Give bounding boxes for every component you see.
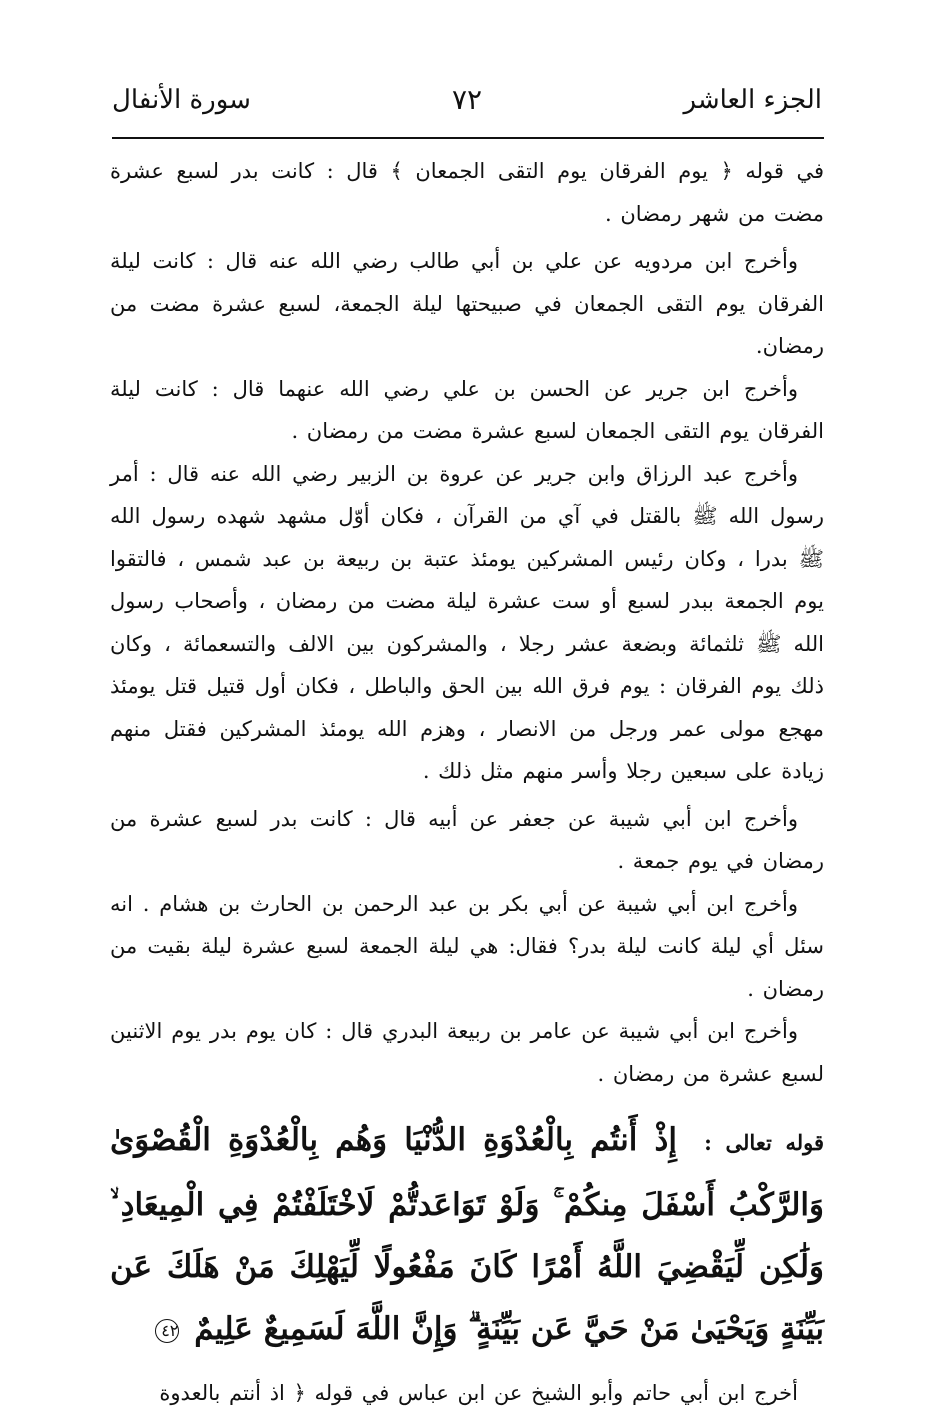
page-header	[112, 78, 822, 138]
surah-title: سورة الأنفال	[112, 85, 251, 115]
verse-intro: قوله تعالى :	[704, 1130, 824, 1155]
paragraph: أخرج ابن أبي حاتم وأبو الشيخ عن ابن عباس في قوله ﴿ اذ أنتم بالعدوة	[159, 1381, 798, 1405]
quran-verse-block	[110, 1109, 824, 1360]
paragraph: وأخرج ابن جرير عن الحسن بن علي رضي الله عنهما قال : كانت ليلة الفرقان يوم التقى الجمعان لسبع عشرة مضت من رمضان .	[110, 376, 824, 443]
quran-verse	[110, 1109, 824, 1360]
paragraph: وأخرج ابن أبي شيبة عن عامر بن ربيعة البدري قال : كان يوم بدر يوم الاثنين لسبع عشرة من رمضان .	[110, 1019, 824, 1086]
paragraph: وأخرج ابن أبي شيبة عن أبي بكر بن عبد الرحمن بن الحارث بن هشام . انه سئل أي ليلة كانت ليلة بدر؟ فقال: هي ليلة الجمعة لسبع عشرة ليلة بقيت من رمضان .	[110, 891, 824, 1001]
paragraph: وأخرج ابن أبي شيبة عن جعفر عن أبيه قال : كانت بدر لسبع عشرة من رمضان في يوم جمعة .	[110, 806, 824, 873]
page-number: ٧٢	[451, 83, 483, 116]
verse-text: إِذْ أَنتُم بِالْعُدْوَةِ الدُّنْيَا وَهُم بِالْعُدْوَةِ الْقُصْوَىٰ وَالرَّكْبُ أَسْفَلَ مِنكُمْ ۚ وَلَوْ تَوَاعَدتُّمْ لَاخْتَلَفْتُمْ فِي الْمِيعَادِ ۙ وَلَٰكِن لِّيَقْضِيَ اللَّهُ أَمْرًا كَانَ مَفْعُولًا لِّيَهْلِكَ مَنْ هَلَكَ عَن بَيِّنَةٍ وَيَحْيَىٰ مَنْ حَيَّ عَن بَيِّنَةٍ ۗ وَإِنَّ اللَّهَ لَسَمِيعٌ عَلِيمٌ	[110, 1122, 824, 1347]
paragraph: وأخرج عبد الرزاق وابن جرير عن عروة بن الزبير رضي الله عنه قال : أمر رسول الله ﷺ بالقتل في آي من القرآن ، فكان أوّل مشهد شهده رسول الله ﷺ بدرا ، وكان رئيس المشركين يومئذ عتبة بن ربيعة بن عبد شمس ، فالتقوا يوم الجمعة ببدر لسبع أو ست عشرة ليلة مضت من رمضان ، وأصحاب رسول الله ﷺ ثلثمائة وبضعة عشر رجلا ، والمشركون بين الالف والتسعمائة ، وكان ذلك يوم الفرقان : يوم فرق الله بين الحق والباطل ، فكان أول قتيل قتل يومئذ مهجع مولى عمر ورجل من الانصار ، وهزم الله يومئذ المشركين فقتل منهم زيادة على سبعين رجلا وأسر منهم مثل ذلك .	[110, 461, 824, 783]
page-body	[110, 150, 824, 1405]
part-title: الجزء العاشر	[683, 85, 822, 115]
paragraph: في قوله ﴿ يوم الفرقان يوم التقى الجمعان ﴾ قال : كانت بدر لسبع عشرة مضت من شهر رمضان .	[110, 159, 824, 226]
paragraph: وأخرج ابن مردويه عن علي بن أبي طالب رضي الله عنه قال : كانت ليلة الفرقان يوم التقى الجمعان في صبيحتها ليلة الجمعة، لسبع عشرة مضت من رمضان.	[110, 249, 824, 358]
header-divider	[112, 137, 824, 139]
ayah-number-marker: ٤٢	[155, 1319, 179, 1343]
